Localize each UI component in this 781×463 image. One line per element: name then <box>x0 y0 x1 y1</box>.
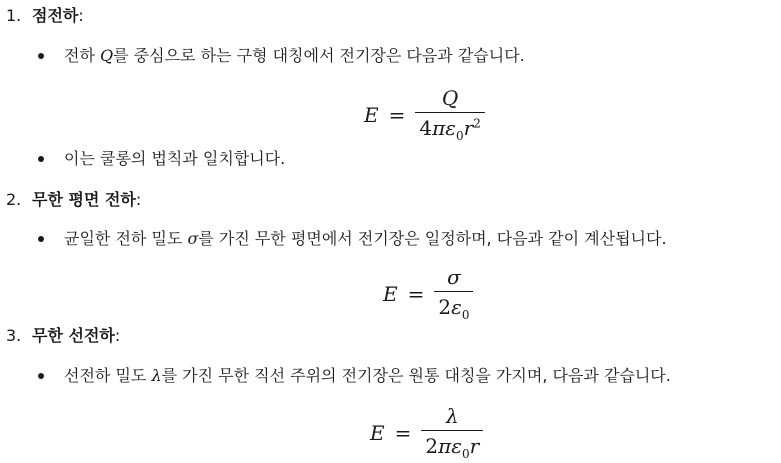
section-colon: : <box>135 190 142 209</box>
point-charge-equation: E = $\frac{Q}{4\pi\varepsilon_0r^2}$ <box>364 86 485 143</box>
section-3-bullet-1: 선전하 밀도 λ를 가진 무한 직선 주위의 전기장은 원통 대칭을 가지며, 다음과 같습니다. <box>64 366 671 385</box>
section-2-heading <box>6 190 141 210</box>
section-title: 점전하 <box>32 6 79 25</box>
section-2-bullet-1: 균일한 전하 밀도 σ를 가진 무한 평면에서 전기장은 일정하며, 다음과 같이 계산됩니다. <box>64 229 667 248</box>
section-3-heading <box>6 326 120 346</box>
section-number: 3. <box>6 326 22 345</box>
fraction: $\frac{Q}{4\pi\varepsilon_0r^2}$ <box>415 86 484 143</box>
section-number: 2. <box>6 190 22 209</box>
section-1-bullet-1: 전하 Q를 중심으로 하는 구형 대칭에서 전기장은 다음과 같습니다. <box>64 46 525 65</box>
fraction: $\frac{\sigma}{2\varepsilon_0}$ <box>434 265 473 322</box>
section-title: 무한 평면 전하 <box>32 190 136 209</box>
bullet-dot <box>38 373 44 379</box>
section-1-bullet-2: 이는 쿨롱의 법칙과 일치합니다. <box>64 149 286 168</box>
bullet-dot <box>38 156 44 162</box>
fraction: $\frac{\lambda}{2\pi\varepsilon_0r}$ <box>421 404 483 461</box>
sigma-symbol: σ <box>187 229 199 248</box>
section-colon: : <box>78 6 84 25</box>
section-1-heading <box>6 6 84 26</box>
section-number: 1. <box>6 6 22 25</box>
plane-charge-equation: E = $\frac{\sigma}{2\varepsilon_0}$ <box>383 265 473 322</box>
charge-symbol: Q <box>100 46 114 65</box>
bullet-dot <box>38 53 44 59</box>
bullet-dot <box>38 236 44 242</box>
section-title: 무한 선전하 <box>32 326 115 345</box>
section-colon: : <box>114 326 121 345</box>
line-charge-equation: E = $\frac{\lambda}{2\pi\varepsilon_0r}$ <box>370 404 483 461</box>
lambda-symbol: λ <box>151 366 162 385</box>
